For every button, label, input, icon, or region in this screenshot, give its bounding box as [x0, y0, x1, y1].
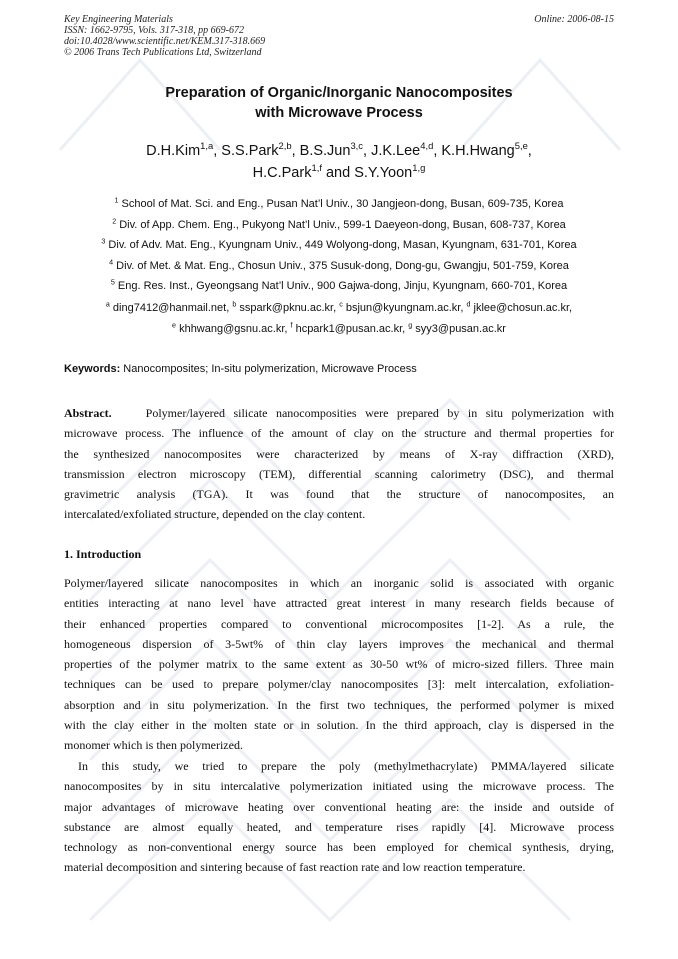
author-affil-sup: 2,b [278, 140, 292, 152]
body-line: technology as non-conventional energy source has been employed for chemical synthesis, drying, [64, 840, 614, 855]
author-line-1 [0, 140, 678, 162]
author-affil-sup: 1,f [311, 162, 322, 174]
affiliation-item [0, 256, 678, 277]
body-line: In this study, we tried to prepare the poly (methylmethacrylate) PMMA/layered silicate [78, 759, 614, 773]
affiliation-text: Eng. Res. Inst., Gyeongsang Nat’l Univ., 900 Gajwa-dong, Jinju, Kyungnam, 660-701, Korea [114, 280, 568, 292]
affiliation-text: Div. of Met. & Mat. Eng., Chosun Univ., 375 Susuk-dong, Dong-gu, Gwangju, 501-759, Korea [113, 259, 569, 272]
abstract-line: the synthesized nanocomposites were characterized by means of X-ray diffraction (XRD), [64, 446, 614, 461]
body-line: with the clay either in the molten state or in solution. In the third approach, clay is dispersed in the [64, 718, 614, 733]
author-name: S.Y.Yoon [354, 165, 413, 181]
online-date-text: Online: 2006-08-15 [534, 14, 614, 25]
affiliation-list [0, 194, 678, 297]
email-line-1 [0, 298, 678, 319]
body-line: techniques can be used to prepare polymer/clay nanocomposites [3]: melt intercalation, exfoliation- [64, 677, 614, 692]
author-name: J.K.Lee [371, 143, 421, 159]
email-sup: e [172, 320, 177, 329]
body-line: material decomposition and sintering because of fast reaction rate and low reaction temperature. [64, 860, 526, 875]
affiliation-item [0, 235, 678, 256]
title-line-2: with Microwave Process [255, 105, 423, 121]
author-name: H.C.Park [252, 165, 312, 181]
author-separator: , [291, 143, 300, 159]
body-line: Polymer/layered silicate nanocomposites in which an inorganic solid is associated with organic [64, 576, 614, 590]
doi-line: doi:10.4028/www.scientific.net/KEM.317-318.669 [64, 36, 266, 47]
affiliation-item [0, 215, 678, 236]
email-link[interactable]: ding7412@hanmail.net, [109, 302, 233, 314]
affiliation-item [0, 276, 678, 297]
author-name: D.H.Kim [146, 143, 201, 159]
copyright-line: © 2006 Trans Tech Publications Ltd, Switzerland [64, 47, 262, 58]
abstract-line: transmission electron microscopy (TEM), differential scanning calorimetry (DSC), and thermal [64, 466, 614, 481]
keywords-label: Keywords: [64, 363, 121, 375]
affiliation-sup: 4 [109, 257, 114, 266]
body-line: homogeneous dispersion of 3-5wt% of thin clay layers improves the mechanical and thermal [64, 636, 614, 651]
body-line: monomer which is then polymerized. [64, 738, 243, 753]
email-link[interactable]: hcpark1@pusan.ac.kr, [292, 322, 409, 335]
author-name: S.S.Park [221, 143, 279, 159]
author-separator: , [433, 143, 442, 159]
affiliation-sup: 1 [114, 196, 119, 205]
affiliation-sup: 5 [110, 278, 115, 287]
email-sup: d [466, 300, 471, 309]
abstract-line-text: Polymer/layered silicate nanocomposities were prepared by in situ polymerization with [145, 406, 615, 420]
affiliation-text: School of Mat. Sci. and Eng., Pusan Nat’l Univ., 30 Jangjeon-dong, Busan, 609-735, Korea [118, 198, 564, 210]
email-link[interactable]: bsjun@kyungnam.ac.kr, [342, 302, 467, 314]
author-separator: , [363, 143, 372, 159]
email-link[interactable]: syy3@pusan.ac.kr [412, 322, 506, 335]
section-heading-introduction: 1. Introduction [64, 547, 142, 561]
intro-paragraph-2 [64, 756, 614, 878]
author-affil-sup: 3,c [350, 140, 363, 152]
email-list [0, 298, 678, 339]
keywords-text: Nanocomposites; In-situ polymerization, Microwave Process [120, 363, 417, 375]
author-affil-sup: 1,a [200, 140, 214, 152]
body-line: major advantages of microwave heating over conventional heating are: the inside and outside of [64, 799, 614, 814]
email-line-2 [0, 319, 678, 340]
email-sup: g [408, 320, 413, 329]
author-affil-sup: 4,d [420, 140, 434, 152]
body-line: their enhanced properties compared to conventional microcomposites [1-2]. As a rule, the [64, 616, 614, 631]
affiliation-sup: 3 [101, 237, 106, 246]
body-line: absorption and in situ polymerization. In the first two techniques, the performed polymer is mixed [64, 697, 614, 712]
issn-line: ISSN: 1662-9795, Vols. 317-318, pp 669-672 [64, 25, 244, 36]
author-list [0, 140, 678, 184]
journal-name: Key Engineering Materials [64, 14, 173, 25]
author-separator: , [213, 143, 222, 159]
journal-header [64, 14, 265, 58]
affiliation-sup: 2 [112, 216, 117, 225]
email-sup: c [339, 300, 343, 309]
affiliation-text: Div. of App. Chem. Eng., Pukyong Nat’l Univ., 599-1 Daeyeon-dong, Busan, 608-737, Korea [116, 218, 566, 231]
abstract-label: Abstract. [64, 406, 112, 420]
abstract [64, 403, 614, 525]
author-affil-sup: 1,g [412, 162, 426, 174]
email-link[interactable]: jklee@chosun.ac.kr, [470, 302, 573, 314]
author-name: B.S.Jun [299, 143, 351, 159]
author-separator: and [321, 165, 355, 181]
keywords [64, 361, 624, 377]
online-date [534, 14, 614, 25]
email-link[interactable]: sspark@pknu.ac.kr, [236, 302, 340, 314]
body-line: properties of the polymer matrix to the same extent as 30-50 wt% of micro-sized fillers. Three main [64, 657, 614, 672]
abstract-line: intercalated/exfoliated structure, depended on the clay content. [64, 507, 366, 522]
body-line: nanocomposites by in situ intercalative polymerization initiated using the microwave process. The [64, 779, 614, 794]
abstract-line: gravimetric analysis (TGA). It was found that the structure of nanocomposites, an [64, 487, 614, 502]
abstract-line: microwave process. The influence of the amount of clay on the structure and thermal properties for [64, 426, 614, 441]
abstract-line [64, 403, 614, 423]
author-affil-sup: 5,e [514, 140, 528, 152]
author-separator: , [527, 143, 532, 159]
affiliation-text: Div. of Adv. Mat. Eng., Kyungnam Univ., 449 Wolyong-dong, Masan, Kyungnam, 631-701, Korea [105, 239, 577, 251]
title-line-1: Preparation of Organic/Inorganic Nanocomposites [165, 85, 513, 101]
email-link[interactable]: khhwang@gsnu.ac.kr, [176, 322, 291, 335]
author-line-2 [0, 162, 678, 184]
body-line: entities interacting at nano level have attracted great interest in many research fields because of [64, 596, 614, 611]
email-sup: f [290, 320, 293, 329]
paper-title [0, 83, 678, 123]
intro-paragraph-1 [64, 573, 614, 756]
affiliation-item [0, 194, 678, 215]
email-sup: a [105, 300, 110, 309]
email-sup: b [232, 300, 237, 309]
body-line: substance are almost equally heated, and temperature rises rapidly [4]. Microwave process [64, 819, 614, 834]
author-name: K.H.Hwang [441, 143, 515, 159]
